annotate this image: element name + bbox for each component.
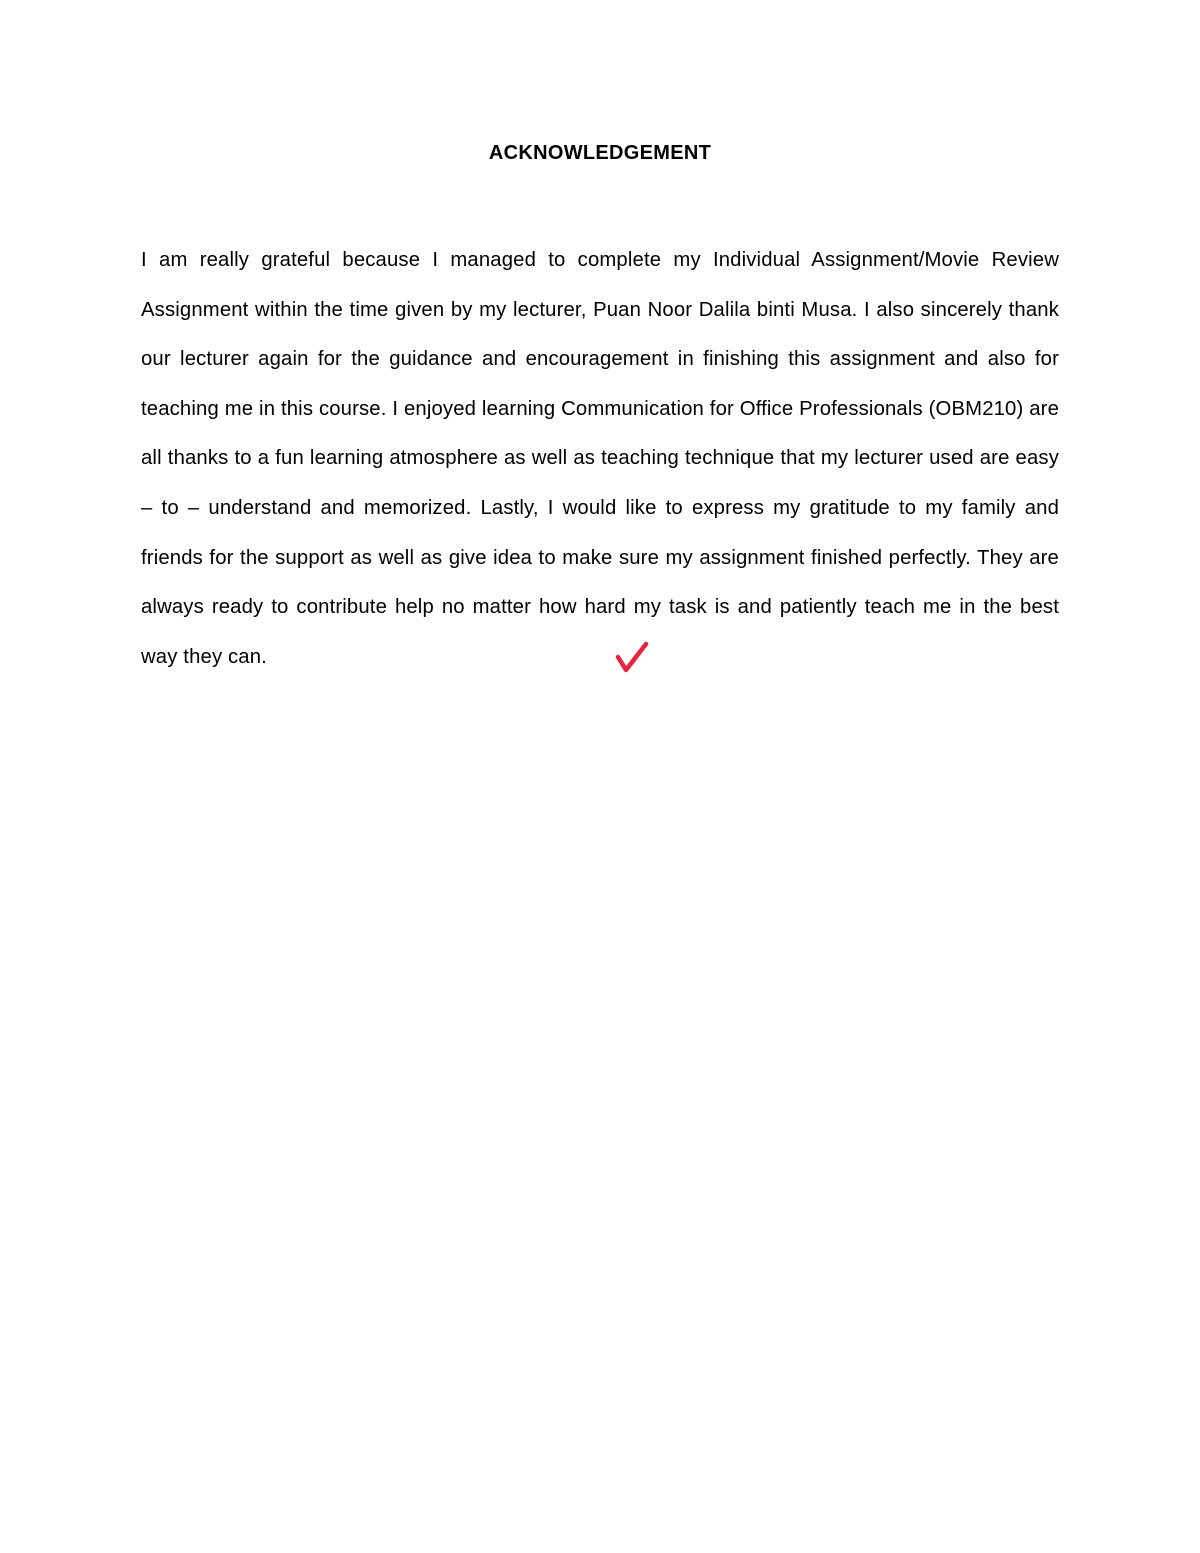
page-title: ACKNOWLEDGEMENT	[488, 142, 712, 164]
acknowledgement-paragraph: I am really grateful because I managed to complete my Individual Assignment/Movie Review Assignment within the time given by my lecturer, Puan Noor Dalila binti Musa. I also sincerely thank our lecturer again for the guidance and encouragement in finishing this assignment and also for teaching me in this course. I enjoyed learning Communication for Office Professionals (OBM210) are all thanks to a fun learning atmosphere as well as teaching technique that my lecturer used are easy – to – understand and memorized. Lastly, I would like to express my gratitude to my family and friends for the support as well as give idea to make sure my assignment finished perfectly. They are always ready to contribute help no matter how hard my task is and patiently teach me in the best way they can.	[141, 249, 1059, 668]
check-mark-stroke	[618, 644, 646, 670]
check-mark-icon	[614, 640, 650, 676]
